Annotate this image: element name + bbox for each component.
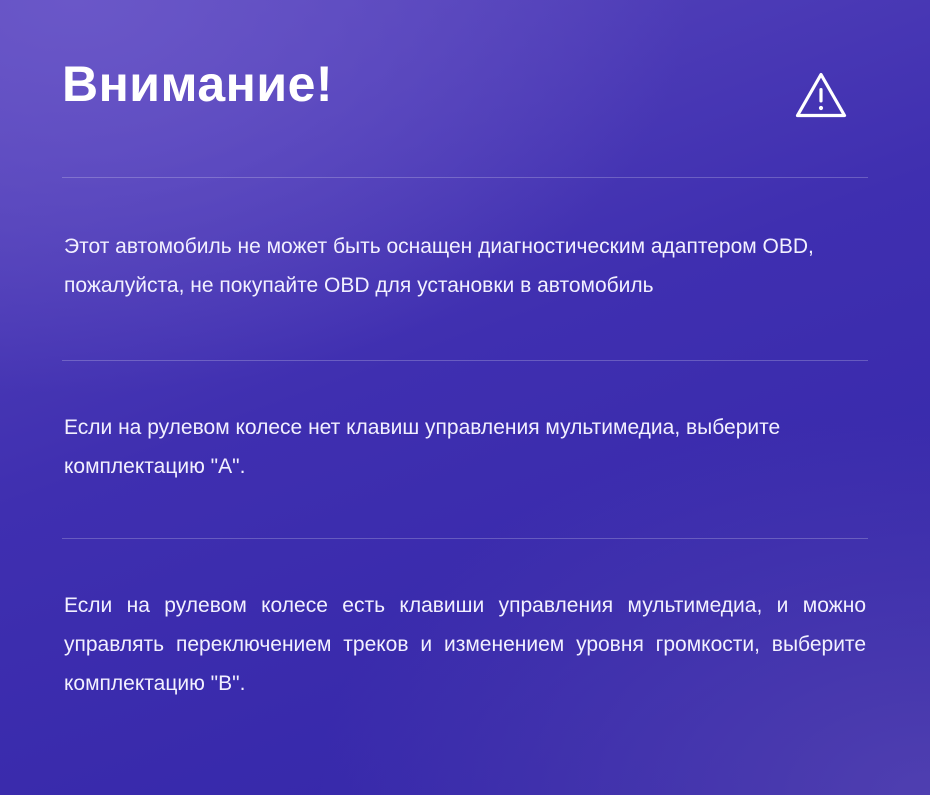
page-title: Внимание! xyxy=(62,56,334,112)
warning-triangle-icon xyxy=(794,68,848,122)
notice-header xyxy=(62,58,868,122)
notice-block-obd xyxy=(62,178,868,360)
notice-text-variant-b: Если на рулевом колесе есть клавиши управления мультимедиа, и можно управлять переключением треков и изменением уровня громкости, выберите комплектацию "B". xyxy=(64,594,866,696)
notice-block-variant-a xyxy=(62,361,868,539)
notice-text-obd: Этот автомобиль не может быть оснащен диагностическим адаптером OBD, пожалуйста, не покупайте OBD для установки в автомобиль xyxy=(64,235,814,297)
notice-text-variant-a: Если на рулевом колесе нет клавиш управления мультимедиа, выберите комплектацию "A". xyxy=(64,415,781,478)
notice-block-variant-b xyxy=(62,539,868,714)
